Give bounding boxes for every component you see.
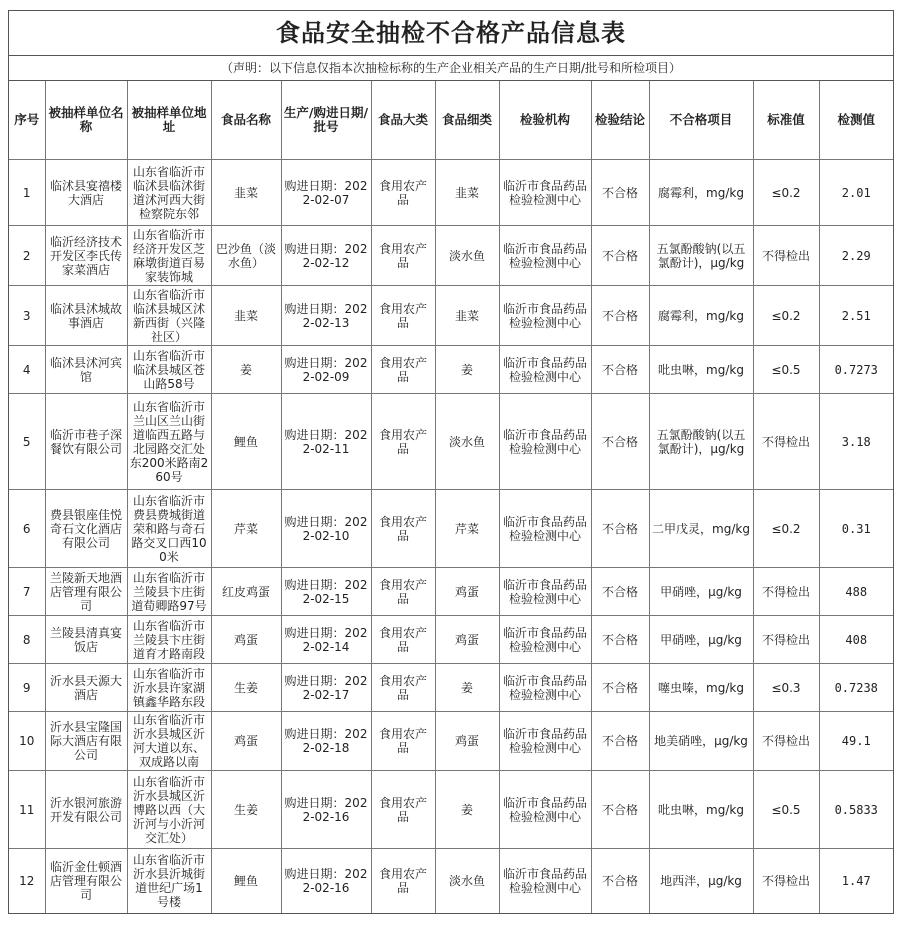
cell-value: 49.1 bbox=[819, 712, 893, 771]
cell-conclusion: 不合格 bbox=[591, 849, 649, 913]
cell-agency: 临沂市食品药品检验检测中心 bbox=[499, 490, 591, 568]
cell-address: 山东省临沂市兰山区兰山街道临西五路与北园路交汇处东200米路南260号 bbox=[127, 394, 211, 490]
cell-conclusion: 不合格 bbox=[591, 712, 649, 771]
cell-unit: 临沂经济技术开发区李氏传家菜酒店 bbox=[45, 226, 127, 286]
cell-item: 甲硝唑，μg/kg bbox=[649, 568, 753, 616]
cell-conclusion: 不合格 bbox=[591, 568, 649, 616]
cell-food: 鸡蛋 bbox=[211, 712, 281, 771]
cell-unit: 临沭县宴禧楼大酒店 bbox=[45, 160, 127, 226]
table-row bbox=[9, 226, 893, 286]
cell-subcategory: 鸡蛋 bbox=[435, 568, 499, 616]
cell-food: 韭菜 bbox=[211, 286, 281, 346]
cell-date: 购进日期：2022-02-11 bbox=[281, 394, 371, 490]
header-food: 食品名称 bbox=[211, 81, 281, 160]
cell-address: 山东省临沂市费县费城街道荣和路与奇石路交叉口西100米 bbox=[127, 490, 211, 568]
cell-category: 食用农产品 bbox=[371, 346, 435, 394]
table-row bbox=[9, 160, 893, 226]
cell-agency: 临沂市食品药品检验检测中心 bbox=[499, 160, 591, 226]
header-value: 检测值 bbox=[819, 81, 893, 160]
cell-date: 购进日期：2022-02-12 bbox=[281, 226, 371, 286]
cell-address: 山东省临沂市兰陵县卞庄街道荀卿路97号 bbox=[127, 568, 211, 616]
header-no: 序号 bbox=[9, 81, 45, 160]
disclaimer-note: （声明：以下信息仅指本次抽检标称的生产企业相关产品的生产日期/批号和所检项目） bbox=[9, 56, 893, 81]
cell-value: 2.01 bbox=[819, 160, 893, 226]
cell-value: 488 bbox=[819, 568, 893, 616]
cell-value: 0.31 bbox=[819, 490, 893, 568]
header-address: 被抽样单位地址 bbox=[127, 81, 211, 160]
cell-standard: ≤0.2 bbox=[753, 160, 819, 226]
cell-category: 食用农产品 bbox=[371, 226, 435, 286]
cell-address: 山东省临沂市沂水县沂城街道世纪广场1号楼 bbox=[127, 849, 211, 913]
table-body bbox=[9, 160, 893, 913]
cell-subcategory: 韭菜 bbox=[435, 160, 499, 226]
cell-agency: 临沂市食品药品检验检测中心 bbox=[499, 771, 591, 849]
cell-item: 腐霉利，mg/kg bbox=[649, 160, 753, 226]
cell-item: 二甲戊灵，mg/kg bbox=[649, 490, 753, 568]
cell-category: 食用农产品 bbox=[371, 712, 435, 771]
table-header-row bbox=[9, 81, 893, 160]
table-row bbox=[9, 490, 893, 568]
cell-standard: 不得检出 bbox=[753, 849, 819, 913]
cell-food: 鸡蛋 bbox=[211, 616, 281, 664]
cell-item: 吡虫啉，mg/kg bbox=[649, 346, 753, 394]
cell-date: 购进日期：2022-02-10 bbox=[281, 490, 371, 568]
cell-category: 食用农产品 bbox=[371, 394, 435, 490]
table-row bbox=[9, 568, 893, 616]
cell-food: 红皮鸡蛋 bbox=[211, 568, 281, 616]
cell-category: 食用农产品 bbox=[371, 568, 435, 616]
cell-subcategory: 韭菜 bbox=[435, 286, 499, 346]
cell-unit: 临沭县沭城故事酒店 bbox=[45, 286, 127, 346]
table-row bbox=[9, 712, 893, 771]
cell-conclusion: 不合格 bbox=[591, 226, 649, 286]
cell-value: 1.47 bbox=[819, 849, 893, 913]
cell-conclusion: 不合格 bbox=[591, 616, 649, 664]
cell-date: 购进日期：2022-02-07 bbox=[281, 160, 371, 226]
cell-agency: 临沂市食品药品检验检测中心 bbox=[499, 226, 591, 286]
table-row bbox=[9, 616, 893, 664]
cell-no: 11 bbox=[9, 771, 45, 849]
cell-subcategory: 鸡蛋 bbox=[435, 712, 499, 771]
cell-value: 2.51 bbox=[819, 286, 893, 346]
cell-address: 山东省临沂市经济开发区芝麻墩街道百易家装饰城 bbox=[127, 226, 211, 286]
cell-item: 地美硝唑，μg/kg bbox=[649, 712, 753, 771]
cell-item: 地西泮，μg/kg bbox=[649, 849, 753, 913]
cell-subcategory: 淡水鱼 bbox=[435, 849, 499, 913]
cell-food: 生姜 bbox=[211, 664, 281, 712]
cell-no: 1 bbox=[9, 160, 45, 226]
cell-agency: 临沂市食品药品检验检测中心 bbox=[499, 346, 591, 394]
cell-unit: 兰陵新天地酒店管理有限公司 bbox=[45, 568, 127, 616]
cell-agency: 临沂市食品药品检验检测中心 bbox=[499, 394, 591, 490]
cell-food: 芹菜 bbox=[211, 490, 281, 568]
cell-food: 姜 bbox=[211, 346, 281, 394]
cell-conclusion: 不合格 bbox=[591, 394, 649, 490]
cell-address: 山东省临沂市临沭县城区苍山路58号 bbox=[127, 346, 211, 394]
info-table-sheet bbox=[8, 10, 894, 914]
table-row bbox=[9, 849, 893, 913]
cell-value: 3.18 bbox=[819, 394, 893, 490]
cell-agency: 临沂市食品药品检验检测中心 bbox=[499, 616, 591, 664]
cell-food: 巴沙鱼（淡水鱼） bbox=[211, 226, 281, 286]
cell-unit: 沂水银河旅游开发有限公司 bbox=[45, 771, 127, 849]
header-standard: 标准值 bbox=[753, 81, 819, 160]
header-conclusion: 检验结论 bbox=[591, 81, 649, 160]
cell-category: 食用农产品 bbox=[371, 490, 435, 568]
cell-standard: ≤0.2 bbox=[753, 490, 819, 568]
cell-date: 购进日期：2022-02-09 bbox=[281, 346, 371, 394]
cell-address: 山东省临沂市兰陵县卞庄街道育才路南段 bbox=[127, 616, 211, 664]
cell-value: 2.29 bbox=[819, 226, 893, 286]
cell-standard: 不得检出 bbox=[753, 616, 819, 664]
cell-category: 食用农产品 bbox=[371, 664, 435, 712]
cell-conclusion: 不合格 bbox=[591, 490, 649, 568]
inspection-table bbox=[9, 81, 893, 913]
cell-no: 8 bbox=[9, 616, 45, 664]
table-row bbox=[9, 346, 893, 394]
cell-subcategory: 淡水鱼 bbox=[435, 226, 499, 286]
cell-unit: 临沂市巷子深餐饮有限公司 bbox=[45, 394, 127, 490]
cell-value: 0.7238 bbox=[819, 664, 893, 712]
cell-date: 购进日期：2022-02-17 bbox=[281, 664, 371, 712]
cell-item: 噻虫嗪，mg/kg bbox=[649, 664, 753, 712]
cell-date: 购进日期：2022-02-16 bbox=[281, 771, 371, 849]
header-item: 不合格项目 bbox=[649, 81, 753, 160]
header-date: 生产/购进日期/批号 bbox=[281, 81, 371, 160]
cell-date: 购进日期：2022-02-16 bbox=[281, 849, 371, 913]
cell-address: 山东省临沂市临沭县临沭街道沭河西大街检察院东邻 bbox=[127, 160, 211, 226]
cell-conclusion: 不合格 bbox=[591, 286, 649, 346]
cell-no: 4 bbox=[9, 346, 45, 394]
cell-standard: 不得检出 bbox=[753, 568, 819, 616]
cell-standard: 不得检出 bbox=[753, 712, 819, 771]
cell-item: 五氯酚酸钠(以五氯酚计)，μg/kg bbox=[649, 226, 753, 286]
cell-standard: ≤0.5 bbox=[753, 346, 819, 394]
cell-standard: ≤0.2 bbox=[753, 286, 819, 346]
cell-address: 山东省临沂市沂水县城区沂河大道以东、双成路以南 bbox=[127, 712, 211, 771]
cell-item: 五氯酚酸钠(以五氯酚计)，μg/kg bbox=[649, 394, 753, 490]
cell-value: 0.5833 bbox=[819, 771, 893, 849]
cell-no: 10 bbox=[9, 712, 45, 771]
header-subcategory: 食品细类 bbox=[435, 81, 499, 160]
table-row bbox=[9, 286, 893, 346]
cell-food: 鲤鱼 bbox=[211, 394, 281, 490]
cell-food: 鲤鱼 bbox=[211, 849, 281, 913]
page-title: 食品安全抽检不合格产品信息表 bbox=[9, 11, 893, 56]
cell-unit: 兰陵县清真宴饭店 bbox=[45, 616, 127, 664]
cell-date: 购进日期：2022-02-13 bbox=[281, 286, 371, 346]
cell-subcategory: 鸡蛋 bbox=[435, 616, 499, 664]
cell-unit: 临沂金仕顿酒店管理有限公司 bbox=[45, 849, 127, 913]
cell-subcategory: 芹菜 bbox=[435, 490, 499, 568]
table-row bbox=[9, 394, 893, 490]
cell-conclusion: 不合格 bbox=[591, 664, 649, 712]
cell-agency: 临沂市食品药品检验检测中心 bbox=[499, 712, 591, 771]
cell-conclusion: 不合格 bbox=[591, 346, 649, 394]
cell-subcategory: 姜 bbox=[435, 346, 499, 394]
cell-no: 12 bbox=[9, 849, 45, 913]
cell-date: 购进日期：2022-02-15 bbox=[281, 568, 371, 616]
cell-conclusion: 不合格 bbox=[591, 160, 649, 226]
cell-category: 食用农产品 bbox=[371, 286, 435, 346]
cell-standard: ≤0.5 bbox=[753, 771, 819, 849]
cell-subcategory: 姜 bbox=[435, 771, 499, 849]
table-row bbox=[9, 664, 893, 712]
cell-no: 3 bbox=[9, 286, 45, 346]
cell-no: 5 bbox=[9, 394, 45, 490]
cell-address: 山东省临沂市沂水县许家湖镇鑫华路东段 bbox=[127, 664, 211, 712]
cell-date: 购进日期：2022-02-14 bbox=[281, 616, 371, 664]
cell-agency: 临沂市食品药品检验检测中心 bbox=[499, 664, 591, 712]
table-row bbox=[9, 771, 893, 849]
cell-no: 9 bbox=[9, 664, 45, 712]
cell-agency: 临沂市食品药品检验检测中心 bbox=[499, 849, 591, 913]
cell-agency: 临沂市食品药品检验检测中心 bbox=[499, 568, 591, 616]
cell-conclusion: 不合格 bbox=[591, 771, 649, 849]
cell-standard: 不得检出 bbox=[753, 226, 819, 286]
cell-category: 食用农产品 bbox=[371, 160, 435, 226]
cell-subcategory: 姜 bbox=[435, 664, 499, 712]
cell-date: 购进日期：2022-02-18 bbox=[281, 712, 371, 771]
cell-item: 吡虫啉，mg/kg bbox=[649, 771, 753, 849]
cell-category: 食用农产品 bbox=[371, 616, 435, 664]
cell-item: 腐霉利，mg/kg bbox=[649, 286, 753, 346]
cell-unit: 沂水县天源大酒店 bbox=[45, 664, 127, 712]
cell-food: 生姜 bbox=[211, 771, 281, 849]
cell-item: 甲硝唑，μg/kg bbox=[649, 616, 753, 664]
cell-value: 0.7273 bbox=[819, 346, 893, 394]
header-category: 食品大类 bbox=[371, 81, 435, 160]
cell-standard: 不得检出 bbox=[753, 394, 819, 490]
cell-no: 7 bbox=[9, 568, 45, 616]
cell-unit: 沂水县宝隆国际大酒店有限公司 bbox=[45, 712, 127, 771]
cell-food: 韭菜 bbox=[211, 160, 281, 226]
cell-unit: 临沭县沭河宾馆 bbox=[45, 346, 127, 394]
cell-standard: ≤0.3 bbox=[753, 664, 819, 712]
cell-subcategory: 淡水鱼 bbox=[435, 394, 499, 490]
cell-no: 2 bbox=[9, 226, 45, 286]
cell-agency: 临沂市食品药品检验检测中心 bbox=[499, 286, 591, 346]
header-unit: 被抽样单位名称 bbox=[45, 81, 127, 160]
cell-address: 山东省临沂市临沭县城区沭新西街（兴隆社区） bbox=[127, 286, 211, 346]
cell-address: 山东省临沂市沂水县城区沂博路以西（大沂河与小沂河交汇处） bbox=[127, 771, 211, 849]
cell-category: 食用农产品 bbox=[371, 849, 435, 913]
cell-no: 6 bbox=[9, 490, 45, 568]
header-agency: 检验机构 bbox=[499, 81, 591, 160]
cell-value: 408 bbox=[819, 616, 893, 664]
cell-category: 食用农产品 bbox=[371, 771, 435, 849]
cell-unit: 费县银座佳悦奇石文化酒店有限公司 bbox=[45, 490, 127, 568]
